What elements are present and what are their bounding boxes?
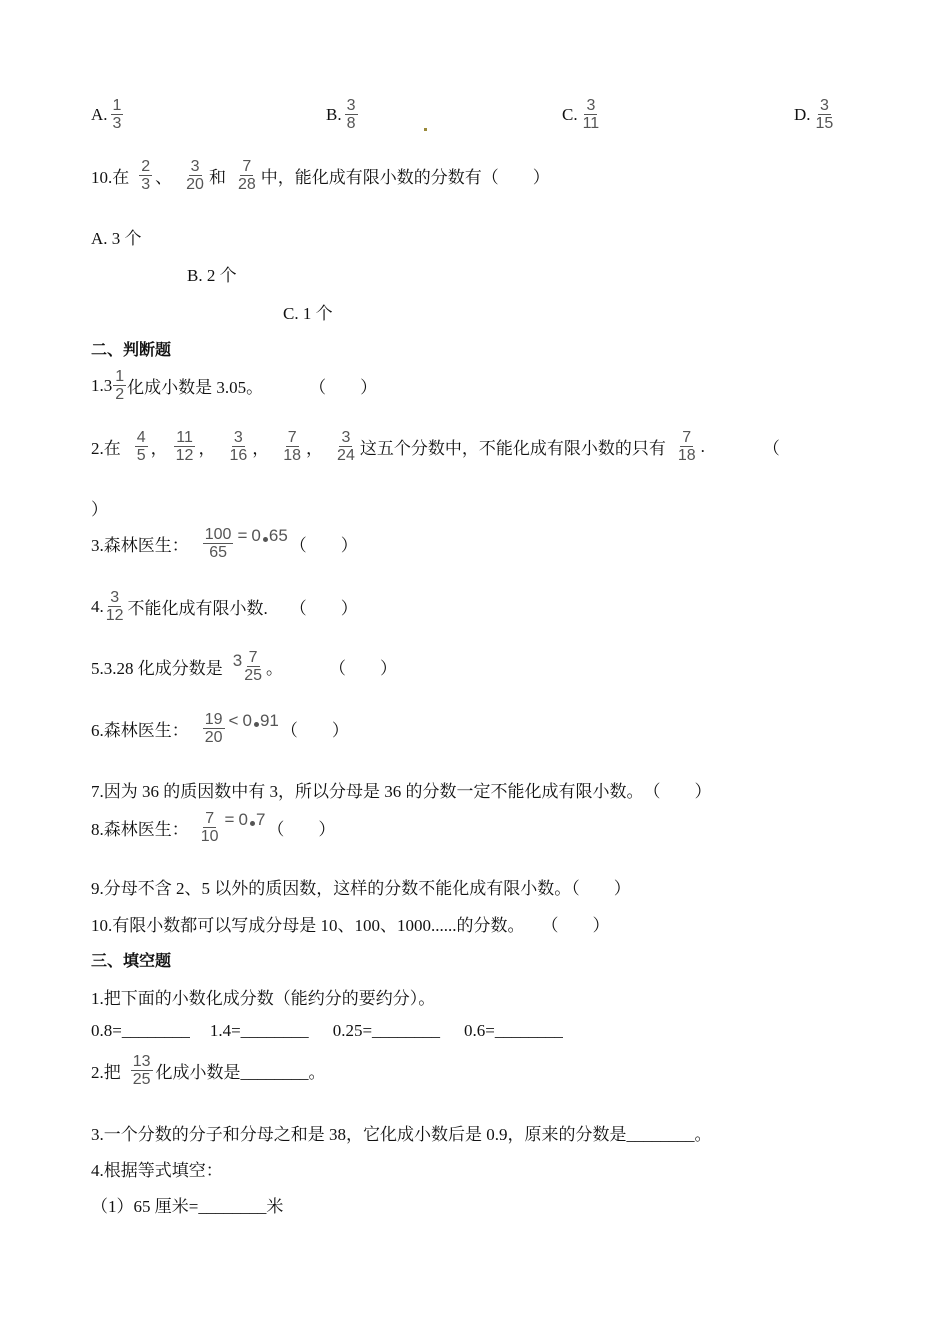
judgment-5: 5.3.28 化成分数是 3 $\frac{7}{25}$ 。 （ ） — [91, 649, 398, 684]
q9-option-a[interactable]: A. $\frac{1}{3}$ — [91, 97, 122, 132]
fill-1: 1.把下面的小数化成分数（能约分的要约分）。 — [91, 989, 436, 1008]
fill-1-items — [91, 1021, 563, 1041]
q10-option-b[interactable]: B. 2 个 — [187, 266, 237, 285]
fraction: $\frac{1}{3}$ — [112, 97, 122, 132]
fraction: $\frac{2}{3}$ — [141, 158, 151, 193]
judgment-4: 4. $\frac{3}{12}$ 不能化成有限小数. （ ） — [91, 589, 358, 624]
fraction: $\frac{3}{24}$ — [337, 429, 355, 464]
judgment-3: 3.森林医生： $\frac{100}{65}$ = 0 65 （ ） — [91, 525, 358, 561]
judgment-8: 8.森林医生： $\frac{7}{10}$ = 0 7 （ ） — [91, 809, 336, 845]
blank-item[interactable]: 1.4=________ — [209, 1021, 309, 1040]
fraction: $\frac{3}{12}$ — [105, 589, 124, 624]
equation-image: $\frac{7}{10}$ = 0 7 — [200, 809, 266, 845]
q9-option-d[interactable]: D. $\frac{3}{15}$ — [794, 97, 834, 132]
fill-4-1[interactable]: （1）65 厘米=________米 — [91, 1197, 284, 1216]
fraction: $\frac{7}{25}$ — [244, 649, 263, 684]
fraction: $\frac{1}{2}$ — [115, 368, 125, 403]
q9-option-c[interactable]: C. $\frac{3}{11}$ — [562, 97, 600, 132]
stray-mark — [424, 128, 427, 131]
answer-paren[interactable]: （ ） — [289, 536, 358, 555]
fill-2: 2.把 $\frac{13}{25}$ 化成小数是________。 — [91, 1053, 326, 1088]
answer-paren[interactable]: （ ） — [329, 659, 398, 678]
blank-item[interactable]: 0.6=________ — [464, 1021, 563, 1040]
blank-item[interactable]: 0.25=________ — [332, 1021, 441, 1040]
q9-option-b[interactable]: B. $\frac{3}{8}$ — [326, 97, 356, 132]
fill-4: 4.根据等式填空： — [91, 1161, 223, 1180]
answer-paren[interactable]: （ ） — [280, 721, 349, 740]
answer-paren[interactable]: （ ） — [267, 820, 336, 839]
section-title-fill: 三、填空题 — [91, 951, 172, 970]
answer-paren[interactable]: （ ） — [309, 378, 378, 397]
fraction: $\frac{3}{20}$ — [186, 158, 204, 193]
judgment-2: 2.在 $\frac{4}{5}$ ， $\frac{11}{12}$ ， $\frac{3}{16}$ ， $\frac{7}{18}$ ， $\frac{3}{24}$ 这五个分数中，不能化成有限小数的只有 $\frac{7}{18}$ . （ — [91, 429, 780, 464]
fraction: $\frac{11}{12}$ — [175, 429, 194, 464]
fraction: $\frac{7}{18}$ — [283, 429, 302, 464]
q10-option-a[interactable]: A. 3 个 — [91, 229, 142, 248]
fraction: $\frac{4}{5}$ — [136, 429, 146, 464]
equation-image: $\frac{19}{20}$ < 0 91 — [204, 710, 279, 746]
fraction: $\frac{3}{8}$ — [346, 97, 356, 132]
answer-paren[interactable]: （ ） — [289, 599, 358, 618]
answer-paren-open[interactable]: （ — [762, 439, 780, 458]
fraction: $\frac{3}{16}$ — [229, 429, 248, 464]
fraction: $\frac{7}{28}$ — [237, 158, 256, 193]
equation-image: $\frac{100}{65}$ = 0 65 — [204, 525, 288, 561]
judgment-9: 9.分母不含 2、5 以外的质因数，这样的分数不能化成有限小数。（ ） — [91, 879, 631, 898]
judgment-6: 6.森林医生： $\frac{19}{20}$ < 0 91 （ ） — [91, 710, 349, 746]
judgment-1: 1.3 $\frac{1}{2}$ 化成小数是 3.05。 （ ） — [91, 368, 378, 403]
blank-item[interactable]: 0.8=________ — [91, 1021, 190, 1040]
judgment-10: 10.有限小数都可以写成分母是 10、100、1000......的分数。 （ ） — [91, 916, 610, 935]
fill-3: 3.一个分数的分子和分母之和是 38，它化成小数后是 0.9，原来的分数是________。 — [91, 1125, 712, 1144]
fraction: $\frac{7}{18}$ — [677, 429, 696, 464]
question-10: 10.在 $\frac{2}{3}$ 、 $\frac{3}{20}$ 和 $\frac{7}{28}$ 中，能化成有限小数的分数有（ ） — [91, 158, 550, 193]
q10-option-c[interactable]: C. 1 个 — [283, 304, 333, 323]
fraction: $\frac{3}{11}$ — [582, 97, 600, 132]
fraction: $\frac{13}{25}$ — [132, 1053, 151, 1088]
answer-paren-close[interactable]: ） — [91, 500, 108, 519]
judgment-7: 7.因为 36 的质因数中有 3，所以分母是 36 的分数一定不能化成有限小数。 （ ） — [91, 782, 712, 801]
fraction: $\frac{3}{15}$ — [815, 97, 834, 132]
section-title-judgment: 二、判断题 — [91, 340, 172, 359]
